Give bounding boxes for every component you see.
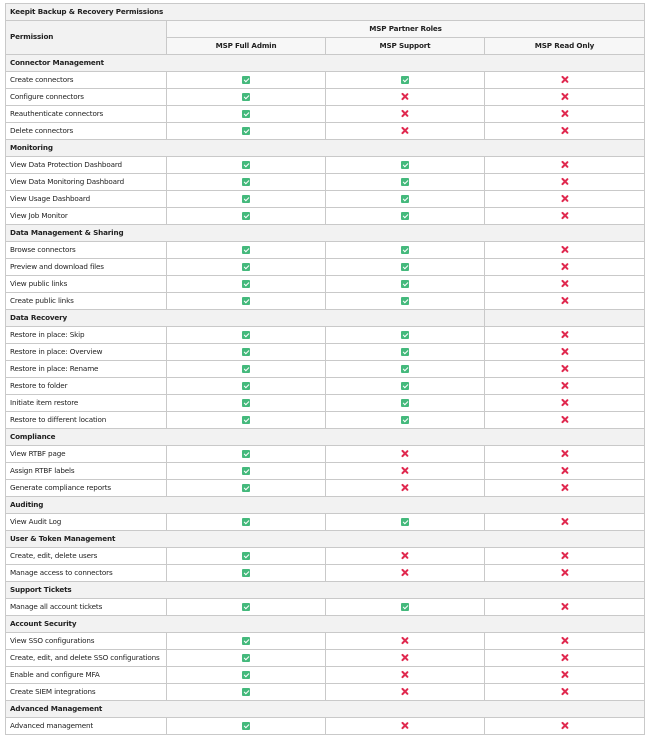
permission-cell-read-only	[485, 395, 645, 412]
permission-label: Browse connectors	[6, 242, 167, 259]
check-icon	[242, 637, 250, 645]
permission-label: Manage all account tickets	[6, 599, 167, 616]
role-header-support: MSP Support	[326, 38, 485, 55]
cross-icon	[401, 110, 409, 118]
check-icon	[401, 416, 409, 424]
cross-icon	[401, 93, 409, 101]
check-icon	[242, 467, 250, 475]
cross-icon	[561, 110, 569, 118]
permission-label: Generate compliance reports	[6, 480, 167, 497]
check-icon	[401, 382, 409, 390]
section-title-account-security: Account Security	[6, 616, 645, 633]
permission-cell-support	[326, 463, 485, 480]
check-icon	[401, 212, 409, 220]
table-row	[6, 157, 645, 174]
table-row	[6, 106, 645, 123]
permission-label: Advanced management	[6, 718, 167, 735]
section-header-row	[6, 225, 645, 242]
check-icon	[401, 161, 409, 169]
cross-icon	[561, 467, 569, 475]
cross-icon	[561, 348, 569, 356]
permission-cell-read-only	[485, 106, 645, 123]
table-row	[6, 446, 645, 463]
permission-cell-full-admin	[167, 378, 326, 395]
permission-cell-support	[326, 89, 485, 106]
section-header-row	[6, 531, 645, 548]
section-header-row	[6, 310, 645, 327]
permission-cell-support	[326, 633, 485, 650]
section-title-advanced-management: Advanced Management	[6, 701, 645, 718]
permission-label: Manage access to connectors	[6, 565, 167, 582]
permission-cell-support	[326, 327, 485, 344]
table-row	[6, 242, 645, 259]
permission-label: View Audit Log	[6, 514, 167, 531]
permission-cell-full-admin	[167, 361, 326, 378]
permission-cell-full-admin	[167, 327, 326, 344]
permission-cell-read-only	[485, 259, 645, 276]
check-icon	[242, 178, 250, 186]
permission-cell-full-admin	[167, 650, 326, 667]
check-icon	[401, 246, 409, 254]
permission-cell-read-only	[485, 446, 645, 463]
permission-label: Preview and download files	[6, 259, 167, 276]
permission-cell-read-only	[485, 242, 645, 259]
cross-icon	[561, 365, 569, 373]
cross-icon	[561, 552, 569, 560]
table-row	[6, 650, 645, 667]
permission-cell-full-admin	[167, 565, 326, 582]
cross-icon	[401, 637, 409, 645]
permission-cell-support	[326, 293, 485, 310]
permission-label: Create connectors	[6, 72, 167, 89]
permission-cell-full-admin	[167, 276, 326, 293]
cross-icon	[401, 654, 409, 662]
check-icon	[401, 263, 409, 271]
permission-cell-read-only	[485, 276, 645, 293]
permission-label: View Data Protection Dashboard	[6, 157, 167, 174]
permission-cell-read-only	[485, 599, 645, 616]
table-row	[6, 259, 645, 276]
permission-cell-support	[326, 378, 485, 395]
permission-cell-support	[326, 242, 485, 259]
permission-label: View public links	[6, 276, 167, 293]
permission-label: View SSO configurations	[6, 633, 167, 650]
check-icon	[242, 348, 250, 356]
permission-cell-full-admin	[167, 344, 326, 361]
permission-cell-full-admin	[167, 548, 326, 565]
permission-cell-read-only	[485, 361, 645, 378]
cross-icon	[561, 93, 569, 101]
permission-cell-support	[326, 514, 485, 531]
table-row	[6, 378, 645, 395]
permission-label: Reauthenticate connectors	[6, 106, 167, 123]
check-icon	[242, 110, 250, 118]
permission-label: Delete connectors	[6, 123, 167, 140]
cross-icon	[561, 569, 569, 577]
cross-icon	[561, 212, 569, 220]
permission-label: Create SIEM integrations	[6, 684, 167, 701]
check-icon	[242, 263, 250, 271]
check-icon	[242, 331, 250, 339]
check-icon	[242, 688, 250, 696]
permission-cell-support	[326, 718, 485, 735]
table-row	[6, 361, 645, 378]
table-row	[6, 718, 645, 735]
permission-cell-full-admin	[167, 667, 326, 684]
permission-cell-support	[326, 157, 485, 174]
permission-label: Initiate item restore	[6, 395, 167, 412]
check-icon	[242, 93, 250, 101]
table-row	[6, 480, 645, 497]
permission-cell-support	[326, 72, 485, 89]
permission-label: Restore to folder	[6, 378, 167, 395]
permission-cell-support	[326, 208, 485, 225]
cross-icon	[561, 382, 569, 390]
check-icon	[401, 348, 409, 356]
permission-column-header: Permission	[6, 21, 167, 55]
permission-cell-read-only	[485, 157, 645, 174]
cross-icon	[561, 178, 569, 186]
permission-cell-support	[326, 344, 485, 361]
cross-icon	[561, 688, 569, 696]
section-title-data-management-sharing: Data Management & Sharing	[6, 225, 645, 242]
permissions-table-container	[5, 3, 645, 735]
permission-cell-support	[326, 650, 485, 667]
permission-cell-read-only	[485, 718, 645, 735]
table-row	[6, 412, 645, 429]
permission-label: Restore to different location	[6, 412, 167, 429]
cross-icon	[561, 263, 569, 271]
permission-cell-support	[326, 565, 485, 582]
permission-cell-read-only	[485, 684, 645, 701]
cross-icon	[561, 450, 569, 458]
permission-cell-support	[326, 446, 485, 463]
permission-cell-read-only	[485, 463, 645, 480]
permission-cell-read-only	[485, 72, 645, 89]
table-row	[6, 463, 645, 480]
check-icon	[242, 280, 250, 288]
cross-icon	[401, 484, 409, 492]
check-icon	[242, 484, 250, 492]
cross-icon	[561, 127, 569, 135]
section-title-connector-management: Connector Management	[6, 55, 645, 72]
cross-icon	[561, 161, 569, 169]
cross-icon	[561, 331, 569, 339]
permission-label: Restore in place: Overview	[6, 344, 167, 361]
section-title-user-token-management: User & Token Management	[6, 531, 645, 548]
check-icon	[242, 654, 250, 662]
cross-icon	[561, 416, 569, 424]
permission-cell-support	[326, 684, 485, 701]
table-row	[6, 293, 645, 310]
permissions-table	[5, 3, 645, 735]
permission-cell-read-only	[485, 378, 645, 395]
role-header-read-only: MSP Read Only	[485, 38, 645, 55]
header-row	[6, 21, 645, 38]
permission-cell-read-only	[485, 174, 645, 191]
permission-label: View Data Monitoring Dashboard	[6, 174, 167, 191]
permission-cell-read-only	[485, 208, 645, 225]
check-icon	[401, 365, 409, 373]
permission-label: Restore in place: Skip	[6, 327, 167, 344]
section-header-row	[6, 140, 645, 157]
permission-label: Enable and configure MFA	[6, 667, 167, 684]
permission-cell-support	[326, 412, 485, 429]
check-icon	[401, 331, 409, 339]
permission-cell-full-admin	[167, 72, 326, 89]
permission-cell-read-only	[485, 191, 645, 208]
permission-cell-support	[326, 361, 485, 378]
check-icon	[242, 195, 250, 203]
table-row	[6, 667, 645, 684]
cross-icon	[401, 450, 409, 458]
table-row	[6, 514, 645, 531]
cross-icon	[401, 671, 409, 679]
check-icon	[242, 76, 250, 84]
check-icon	[242, 382, 250, 390]
table-row	[6, 327, 645, 344]
section-header-empty-cell	[485, 310, 645, 327]
section-header-row	[6, 701, 645, 718]
table-row	[6, 72, 645, 89]
permission-cell-support	[326, 395, 485, 412]
permission-cell-full-admin	[167, 684, 326, 701]
permission-cell-full-admin	[167, 412, 326, 429]
table-row	[6, 565, 645, 582]
section-header-row	[6, 497, 645, 514]
cross-icon	[401, 569, 409, 577]
permission-cell-full-admin	[167, 293, 326, 310]
permission-label: Restore in place: Rename	[6, 361, 167, 378]
check-icon	[242, 552, 250, 560]
cross-icon	[561, 399, 569, 407]
permission-cell-full-admin	[167, 123, 326, 140]
permission-label: Create, edit, delete users	[6, 548, 167, 565]
cross-icon	[561, 603, 569, 611]
section-title-support-tickets: Support Tickets	[6, 582, 645, 599]
cross-icon	[401, 722, 409, 730]
permission-cell-read-only	[485, 514, 645, 531]
permission-cell-read-only	[485, 633, 645, 650]
permission-cell-full-admin	[167, 157, 326, 174]
check-icon	[401, 280, 409, 288]
permission-cell-full-admin	[167, 633, 326, 650]
check-icon	[242, 518, 250, 526]
permission-cell-support	[326, 480, 485, 497]
table-row	[6, 123, 645, 140]
table-row	[6, 191, 645, 208]
table-row	[6, 208, 645, 225]
section-title-monitoring: Monitoring	[6, 140, 645, 157]
permission-label: Create, edit, and delete SSO configurations	[6, 650, 167, 667]
check-icon	[242, 416, 250, 424]
permission-label: View RTBF page	[6, 446, 167, 463]
permission-cell-read-only	[485, 565, 645, 582]
table-row	[6, 276, 645, 293]
permission-cell-full-admin	[167, 106, 326, 123]
check-icon	[401, 518, 409, 526]
cross-icon	[401, 467, 409, 475]
permission-cell-support	[326, 276, 485, 293]
check-icon	[401, 297, 409, 305]
cross-icon	[401, 552, 409, 560]
permission-label: Create public links	[6, 293, 167, 310]
check-icon	[242, 603, 250, 611]
permission-cell-full-admin	[167, 208, 326, 225]
permission-cell-read-only	[485, 293, 645, 310]
cross-icon	[561, 637, 569, 645]
permission-cell-support	[326, 548, 485, 565]
check-icon	[401, 399, 409, 407]
table-row	[6, 344, 645, 361]
permission-label: View Usage Dashboard	[6, 191, 167, 208]
check-icon	[242, 297, 250, 305]
permission-cell-read-only	[485, 667, 645, 684]
permission-cell-support	[326, 191, 485, 208]
title-row	[6, 4, 645, 21]
cross-icon	[561, 280, 569, 288]
cross-icon	[561, 671, 569, 679]
cross-icon	[561, 297, 569, 305]
permission-cell-support	[326, 667, 485, 684]
permission-cell-full-admin	[167, 480, 326, 497]
permission-cell-read-only	[485, 412, 645, 429]
permission-cell-full-admin	[167, 463, 326, 480]
cross-icon	[561, 484, 569, 492]
check-icon	[242, 399, 250, 407]
section-title-data-recovery: Data Recovery	[6, 310, 485, 327]
check-icon	[242, 671, 250, 679]
permission-label: Assign RTBF labels	[6, 463, 167, 480]
check-icon	[242, 212, 250, 220]
section-title-compliance: Compliance	[6, 429, 645, 446]
check-icon	[401, 195, 409, 203]
cross-icon	[561, 722, 569, 730]
table-row	[6, 548, 645, 565]
check-icon	[401, 178, 409, 186]
permission-cell-full-admin	[167, 514, 326, 531]
permission-cell-full-admin	[167, 599, 326, 616]
permission-cell-read-only	[485, 123, 645, 140]
permission-cell-support	[326, 174, 485, 191]
cross-icon	[401, 127, 409, 135]
cross-icon	[561, 195, 569, 203]
check-icon	[242, 365, 250, 373]
permission-cell-full-admin	[167, 174, 326, 191]
permission-cell-support	[326, 106, 485, 123]
permission-cell-full-admin	[167, 718, 326, 735]
permission-cell-read-only	[485, 89, 645, 106]
table-row	[6, 684, 645, 701]
cross-icon	[401, 688, 409, 696]
roles-group-header: MSP Partner Roles	[167, 21, 645, 38]
check-icon	[242, 569, 250, 577]
check-icon	[401, 76, 409, 84]
cross-icon	[561, 518, 569, 526]
check-icon	[242, 127, 250, 135]
table-row	[6, 395, 645, 412]
check-icon	[401, 603, 409, 611]
permission-cell-full-admin	[167, 259, 326, 276]
table-row	[6, 174, 645, 191]
table-title: Keepit Backup & Recovery Permissions	[6, 4, 645, 21]
section-header-row	[6, 582, 645, 599]
cross-icon	[561, 246, 569, 254]
table-row	[6, 89, 645, 106]
permission-cell-support	[326, 259, 485, 276]
permission-cell-read-only	[485, 344, 645, 361]
check-icon	[242, 450, 250, 458]
permission-cell-read-only	[485, 548, 645, 565]
table-row	[6, 633, 645, 650]
role-header-full-admin: MSP Full Admin	[167, 38, 326, 55]
permission-cell-read-only	[485, 650, 645, 667]
permission-cell-full-admin	[167, 242, 326, 259]
permission-cell-full-admin	[167, 191, 326, 208]
permission-cell-support	[326, 123, 485, 140]
permission-cell-full-admin	[167, 89, 326, 106]
check-icon	[242, 246, 250, 254]
permission-cell-support	[326, 599, 485, 616]
cross-icon	[561, 654, 569, 662]
section-header-row	[6, 616, 645, 633]
cross-icon	[561, 76, 569, 84]
permission-cell-full-admin	[167, 395, 326, 412]
table-row	[6, 599, 645, 616]
section-title-auditing: Auditing	[6, 497, 645, 514]
permission-label: Configure connectors	[6, 89, 167, 106]
section-header-row	[6, 429, 645, 446]
permission-cell-read-only	[485, 327, 645, 344]
section-header-row	[6, 55, 645, 72]
permission-label: View Job Monitor	[6, 208, 167, 225]
check-icon	[242, 161, 250, 169]
permission-cell-full-admin	[167, 446, 326, 463]
permission-cell-read-only	[485, 480, 645, 497]
check-icon	[242, 722, 250, 730]
